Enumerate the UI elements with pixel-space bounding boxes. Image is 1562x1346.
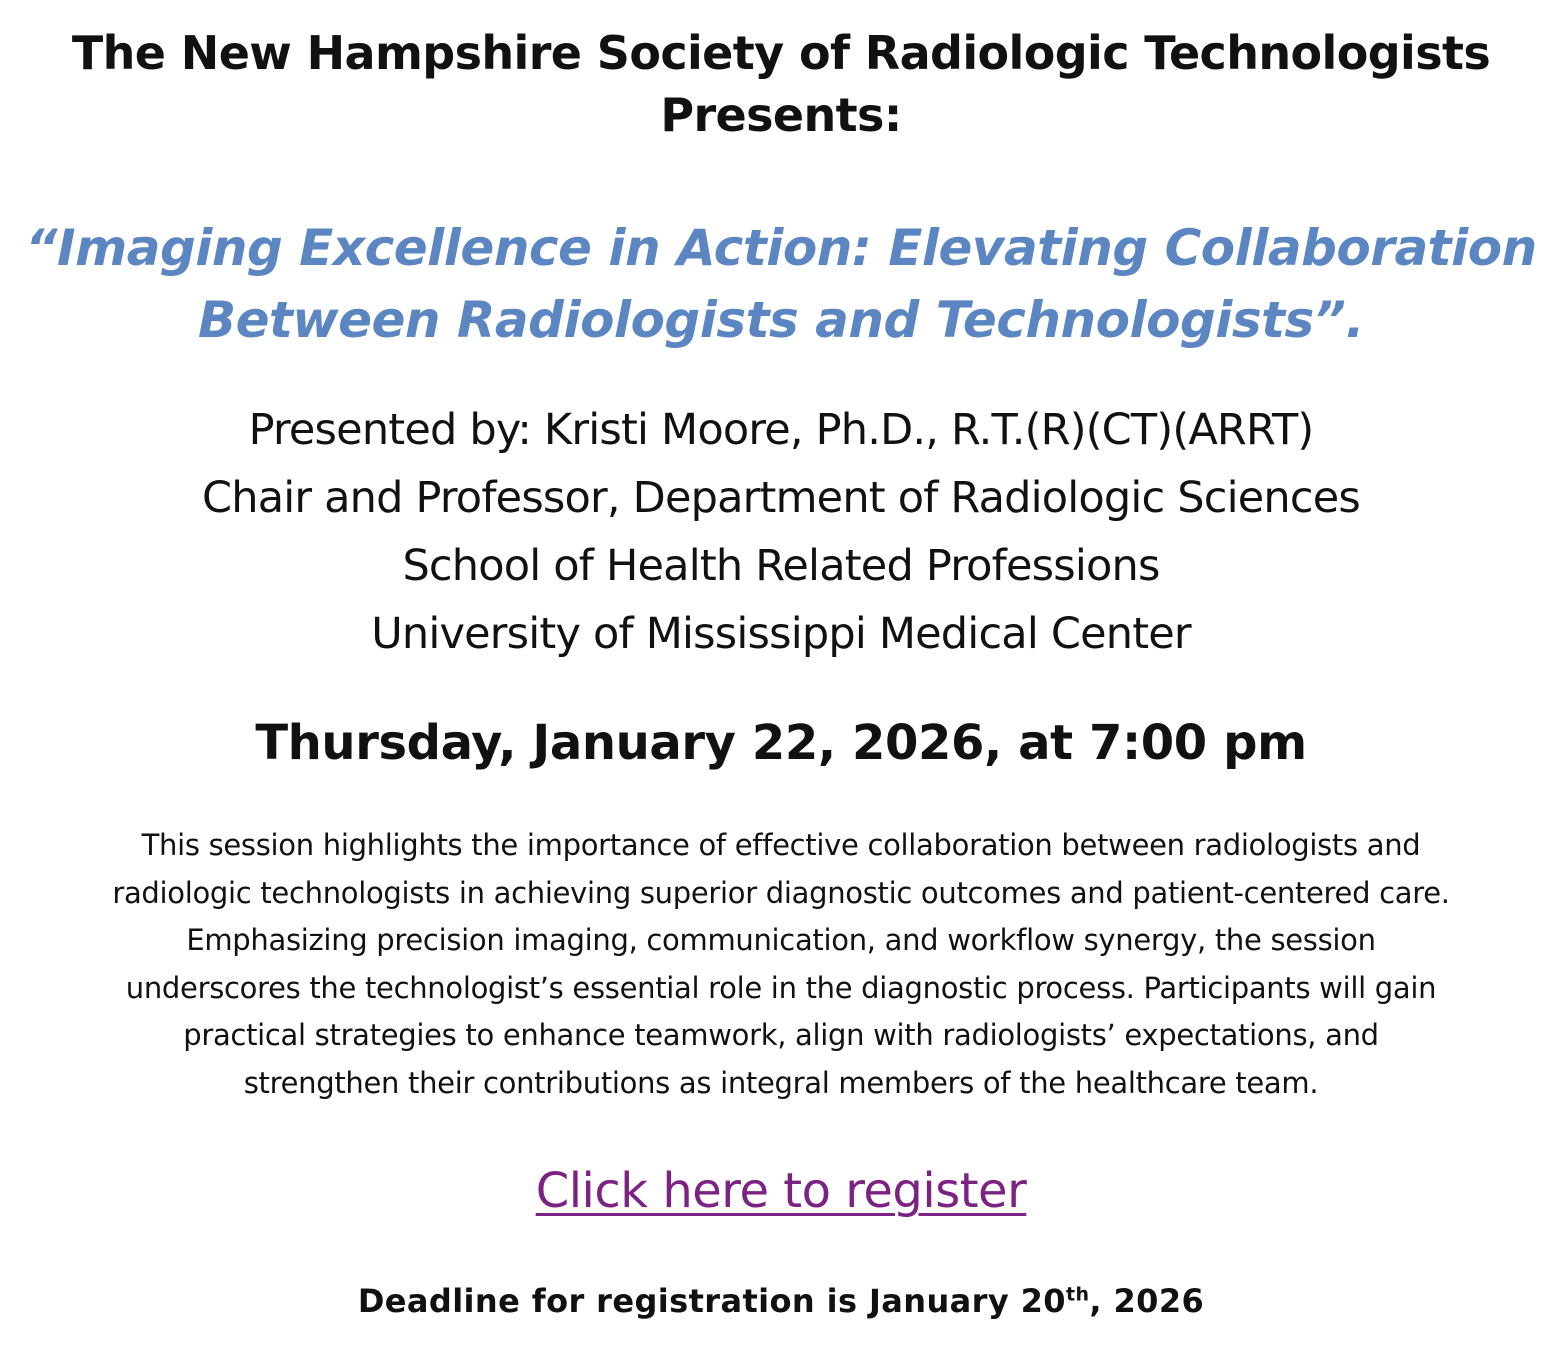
organization-name: The New Hampshire Society of Radiologic Technologists [71, 26, 1491, 80]
description-line: underscores the technologist’s essential role in the diagnostic process. Participants will gain [125, 970, 1437, 1005]
registration-deadline [0, 1276, 1562, 1326]
event-date: Thursday, January 22, 2026, at 7:00 pm [255, 715, 1307, 771]
session-description [30, 822, 1532, 1107]
register-link-container [0, 1158, 1562, 1224]
deadline-ordinal-suffix: th [1065, 1283, 1090, 1306]
organization-heading [0, 22, 1562, 146]
deadline-year: , 2026 [1089, 1282, 1205, 1320]
presenter-block [0, 396, 1562, 668]
presenter-school: School of Health Related Professions [402, 541, 1160, 591]
deadline-text: Deadline for registration is January 20 [357, 1282, 1066, 1320]
description-line: Emphasizing precision imaging, communication, and workflow synergy, the session [186, 923, 1376, 957]
event-title-line-1: “Imaging Excellence in Action: Elevating Collaboration [25, 219, 1537, 277]
description-line: strengthen their contributions as integral members of the healthcare team. [243, 1065, 1319, 1100]
presenter-institution: University of Mississippi Medical Center [371, 609, 1191, 659]
description-line: This session highlights the importance of effective collaboration between radiologists and [141, 828, 1421, 862]
event-title-line-2: Between Radiologists and Technologists”. [197, 291, 1365, 349]
description-line: practical strategies to enhance teamwork, align with radiologists’ expectations, and [183, 1018, 1379, 1052]
presents-label: Presents: [660, 88, 902, 142]
description-line: radiologic technologists in achieving superior diagnostic outcomes and patient-centered care. [112, 875, 1450, 910]
presenter-name: Presented by: Kristi Moore, Ph.D., R.T.(R)(CT)(ARRT) [248, 405, 1314, 455]
register-link[interactable]: Click here to register [535, 1163, 1027, 1219]
event-title [0, 212, 1562, 356]
presenter-title: Chair and Professor, Department of Radiologic Sciences [202, 473, 1360, 523]
